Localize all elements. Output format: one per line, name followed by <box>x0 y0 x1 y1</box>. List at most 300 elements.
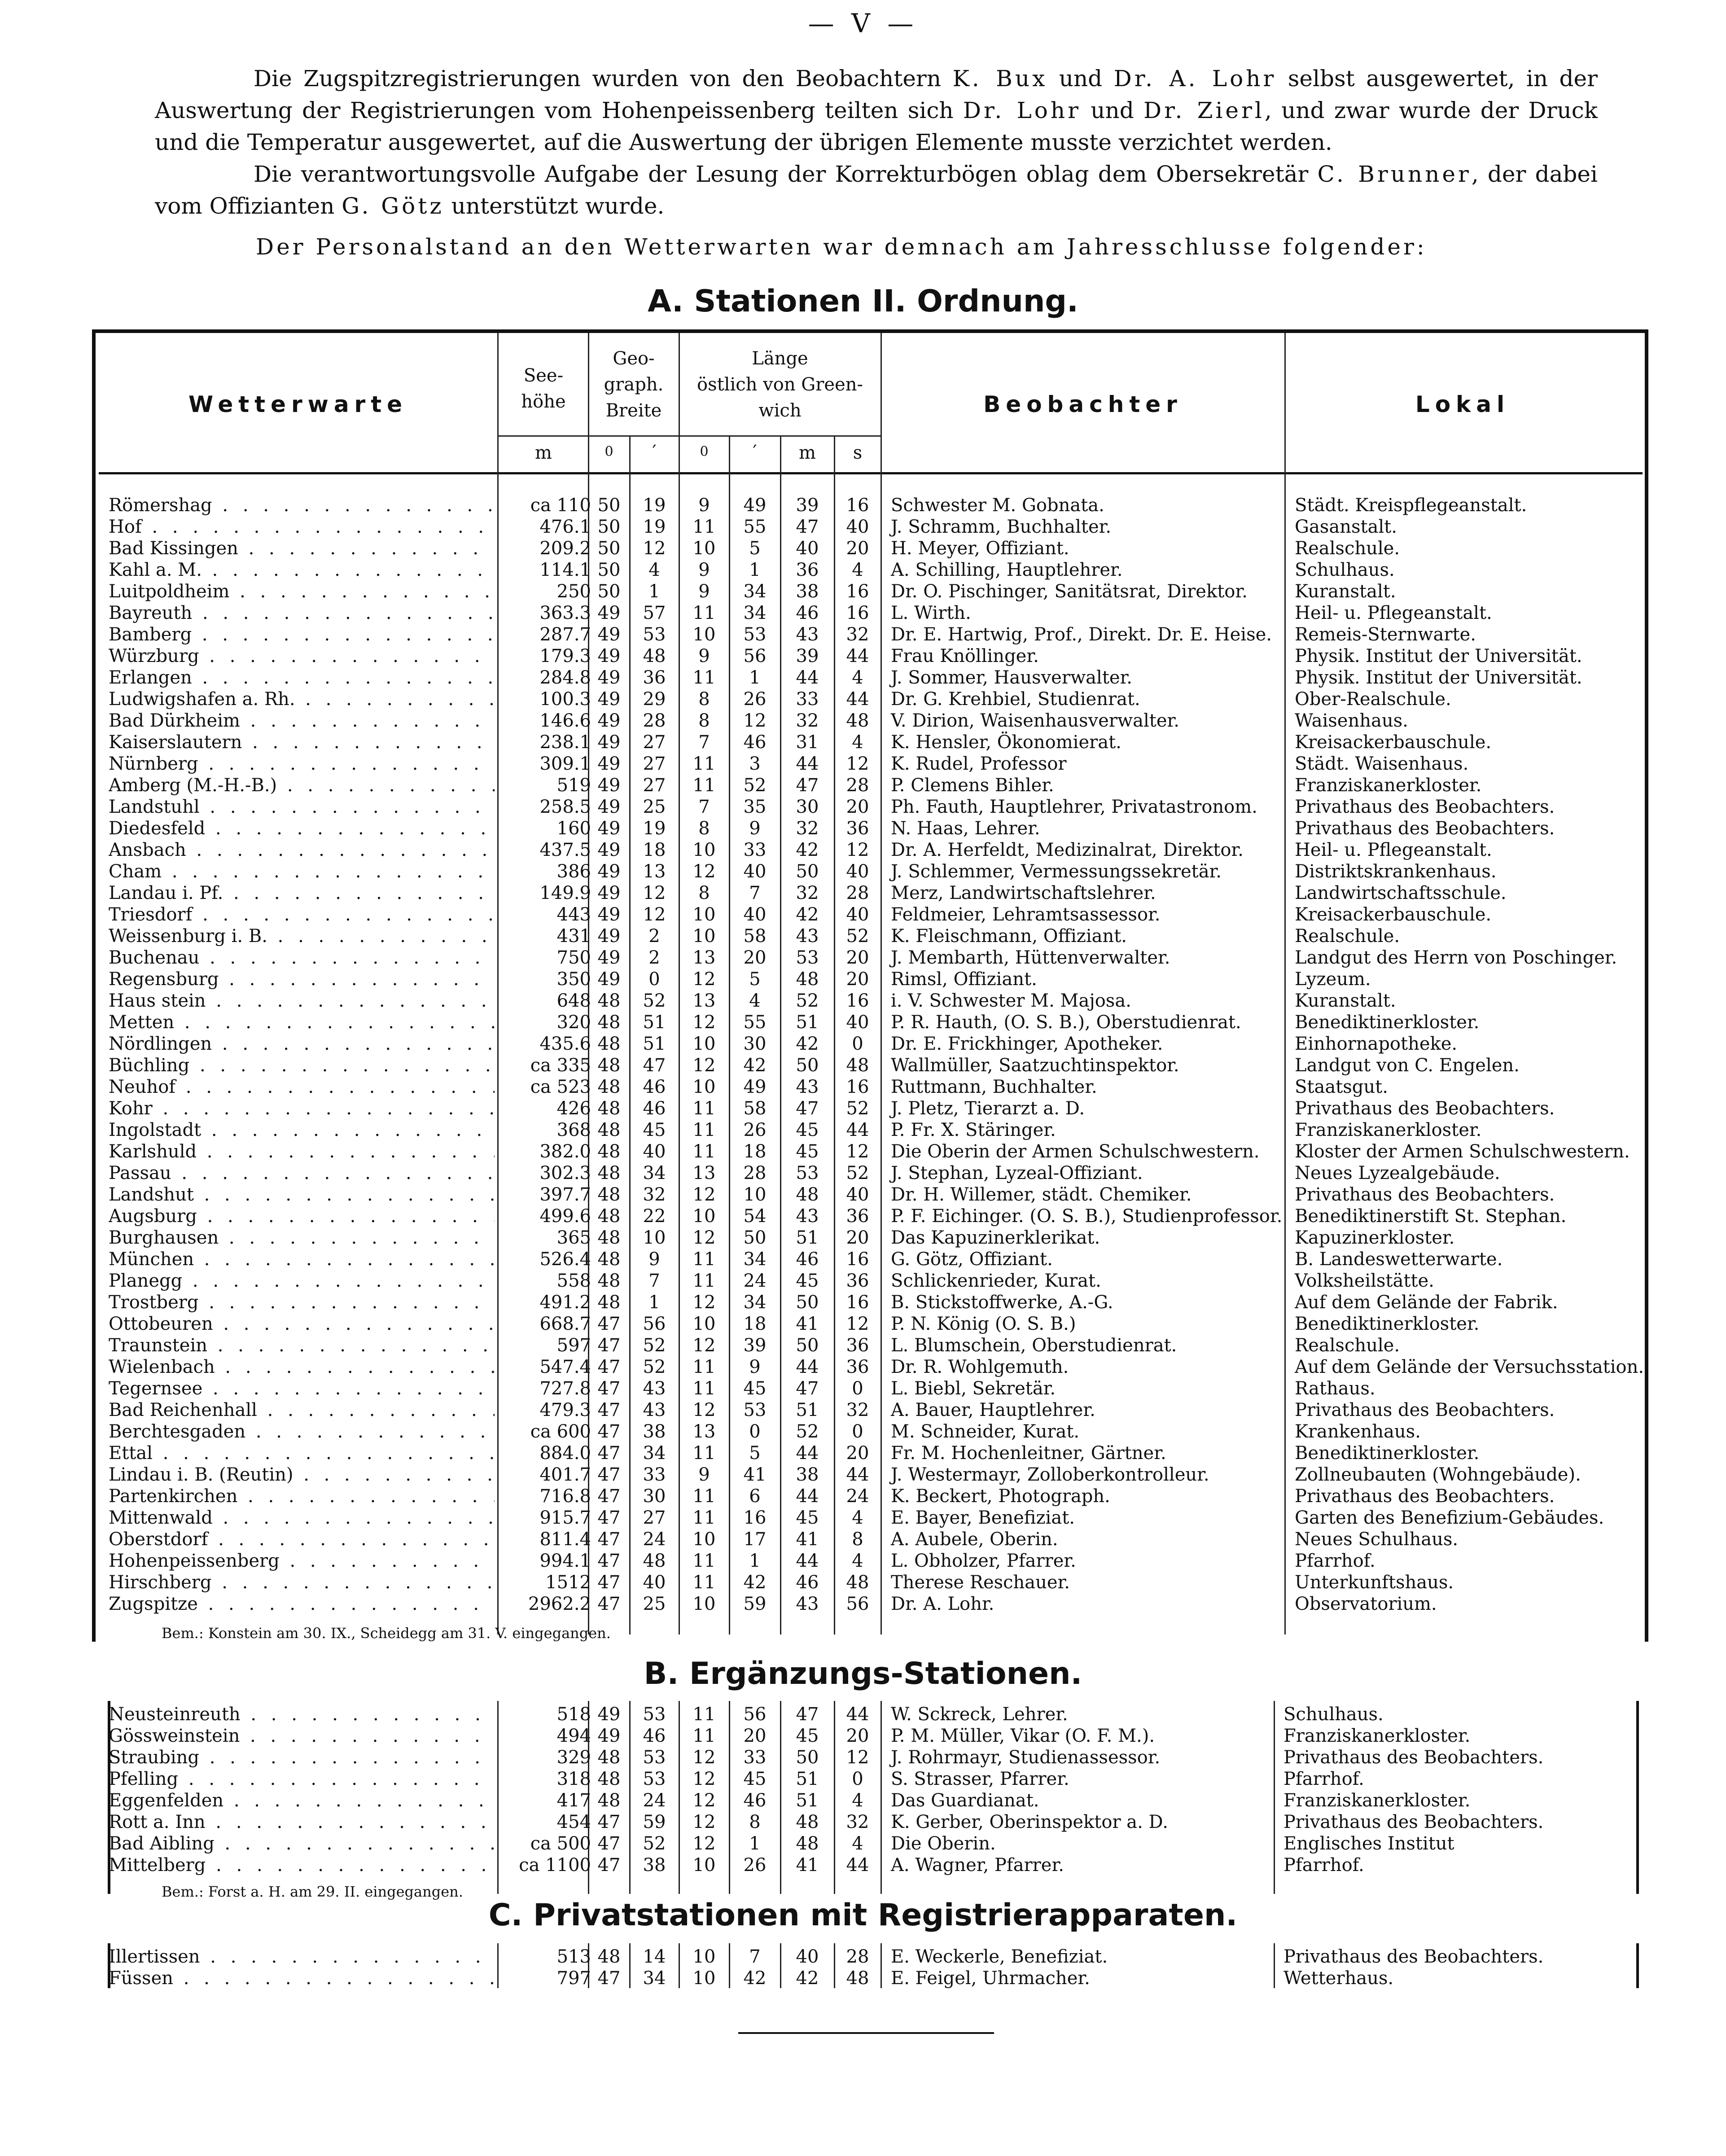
laenge-s: 12 <box>846 754 869 774</box>
laenge-s: 20 <box>846 797 869 817</box>
laenge-grad: 9 <box>698 1464 710 1485</box>
breite-min: 56 <box>643 1314 666 1334</box>
laenge-m: 44 <box>796 1486 819 1507</box>
laenge-min: 7 <box>749 1946 761 1967</box>
breite-min: 19 <box>643 495 666 516</box>
seehoehe: 443 <box>556 904 591 925</box>
intro-paragraph-3: Der Personalstand an den Wetterwarten war demnach am Jahresschlusse folgender: <box>256 234 1427 260</box>
laenge-s: 52 <box>846 926 869 947</box>
laenge-m: 44 <box>796 1551 819 1571</box>
laenge-m: 45 <box>796 1141 819 1162</box>
station-name: Landstuhl . . . <box>109 796 495 818</box>
table-row <box>0 1141 1726 1162</box>
breite-min: 52 <box>643 1335 666 1356</box>
laenge-m: 51 <box>796 1790 819 1811</box>
breite-grad: 48 <box>597 1077 621 1097</box>
lokal: Kreisackerbauschule. <box>1295 904 1492 925</box>
breite-min: 40 <box>643 1141 666 1162</box>
breite-grad: 49 <box>597 775 621 796</box>
breite-grad: 47 <box>597 1314 621 1334</box>
lokal: Städt. Waisenhaus. <box>1295 754 1469 774</box>
breite-min: 12 <box>643 883 666 903</box>
beobachter: J. Membarth, Hüttenverwalter. <box>891 947 1170 968</box>
laenge-s: 36 <box>846 1271 869 1291</box>
breite-min: 22 <box>643 1206 666 1227</box>
breite-grad: 48 <box>597 1227 621 1248</box>
seehoehe: 318 <box>556 1769 591 1789</box>
breite-min: 19 <box>643 818 666 839</box>
laenge-min: 40 <box>743 861 767 882</box>
table-row <box>0 667 1726 688</box>
seehoehe: 518 <box>556 1704 591 1725</box>
seehoehe: 476.1 <box>539 517 591 537</box>
table-row <box>0 1399 1726 1421</box>
laenge-min: 45 <box>743 1378 767 1399</box>
seehoehe: 363.3 <box>539 603 591 623</box>
breite-min: 12 <box>643 904 666 925</box>
beobachter: K. Fleischmann, Offiziant. <box>891 926 1127 947</box>
breite-grad: 48 <box>597 1034 621 1054</box>
laenge-min: 1 <box>749 1551 761 1571</box>
laenge-min: 28 <box>743 1163 767 1183</box>
laenge-s: 12 <box>846 1141 869 1162</box>
seehoehe: 309.1 <box>539 754 591 774</box>
laenge-s: 56 <box>846 1594 869 1614</box>
unit-m-2: m <box>799 443 816 463</box>
laenge-m: 47 <box>796 517 819 537</box>
laenge-min: 20 <box>743 1726 767 1746</box>
laenge-grad: 9 <box>698 646 710 666</box>
laenge-s: 40 <box>846 904 869 925</box>
laenge-m: 50 <box>796 1292 819 1313</box>
table-row <box>0 1055 1726 1076</box>
seehoehe: 320 <box>556 1012 591 1033</box>
lokal: Franziskanerkloster. <box>1284 1726 1471 1746</box>
laenge-grad: 13 <box>692 1163 716 1183</box>
laenge-s: 20 <box>846 1227 869 1248</box>
laenge-m: 53 <box>796 947 819 968</box>
beobachter: S. Strasser, Pfarrer. <box>891 1769 1069 1789</box>
breite-min: 53 <box>643 1747 666 1768</box>
station-name: Traunstein . . . <box>109 1335 495 1356</box>
station-name: Planegg . . . <box>109 1270 495 1292</box>
beobachter: Ruttmann, Buchhalter. <box>891 1077 1097 1097</box>
breite-min: 52 <box>643 1833 666 1854</box>
laenge-m: 46 <box>796 603 819 623</box>
table-row <box>0 882 1726 904</box>
table-row <box>0 1593 1726 1615</box>
laenge-m: 36 <box>796 560 819 580</box>
station-name: Kahl a. M. . . . <box>109 559 495 581</box>
beobachter: Dr. A. Herfeldt, Medizinalrat, Direktor. <box>891 840 1244 860</box>
beobachter: L. Obholzer, Pfarrer. <box>891 1551 1076 1571</box>
breite-grad: 49 <box>597 818 621 839</box>
laenge-s: 44 <box>846 1704 869 1725</box>
breite-grad: 48 <box>597 1946 621 1967</box>
laenge-s: 36 <box>846 1206 869 1227</box>
seehoehe: 426 <box>556 1098 591 1119</box>
table-row <box>0 1946 1726 1968</box>
table-row <box>0 538 1726 559</box>
laenge-grad: 10 <box>692 926 716 947</box>
laenge-s: 12 <box>846 840 869 860</box>
laenge-s: 4 <box>852 1790 863 1811</box>
beobachter: Dr. H. Willemer, städt. Chemiker. <box>891 1184 1192 1205</box>
laenge-min: 18 <box>743 1141 767 1162</box>
laenge-s: 32 <box>846 1400 869 1420</box>
laenge-grad: 7 <box>698 732 710 753</box>
station-name: Nürnberg . . . <box>109 753 495 775</box>
header-laenge: Länge östlich von Green- wich <box>697 348 863 421</box>
breite-min: 25 <box>643 797 666 817</box>
breite-grad: 47 <box>597 1529 621 1550</box>
beobachter: Fr. M. Hochenleitner, Gärtner. <box>891 1443 1166 1464</box>
laenge-grad: 10 <box>692 538 716 559</box>
laenge-grad: 10 <box>692 1529 716 1550</box>
breite-grad: 48 <box>597 1249 621 1270</box>
table-row <box>0 947 1726 968</box>
seehoehe: 558 <box>556 1271 591 1291</box>
seehoehe: 386 <box>556 861 591 882</box>
seehoehe: 494 <box>556 1726 591 1746</box>
laenge-grad: 11 <box>692 1507 716 1528</box>
seehoehe: ca 1100 <box>519 1855 591 1876</box>
lokal: Garten des Benefizium-Gebäudes. <box>1295 1507 1604 1528</box>
seehoehe: 368 <box>556 1120 591 1140</box>
table-row <box>0 1572 1726 1593</box>
laenge-min: 6 <box>749 1486 761 1507</box>
laenge-s: 12 <box>846 1747 869 1768</box>
lokal: Lyzeum. <box>1295 969 1371 990</box>
beobachter: Dr. A. Lohr. <box>891 1594 994 1614</box>
laenge-m: 41 <box>796 1529 819 1550</box>
laenge-s: 36 <box>846 1335 869 1356</box>
lokal: Realschule. <box>1295 926 1400 947</box>
laenge-grad: 11 <box>692 775 716 796</box>
beobachter: N. Haas, Lehrer. <box>891 818 1040 839</box>
table-row <box>0 1205 1726 1227</box>
laenge-m: 32 <box>796 710 819 731</box>
beobachter: J. Schlemmer, Vermessungssekretär. <box>891 861 1222 882</box>
station-name: Illertissen . . . <box>109 1946 495 1968</box>
station-name: Gössweinstein . . . <box>109 1725 495 1747</box>
table-row <box>0 1184 1726 1205</box>
laenge-s: 40 <box>846 517 869 537</box>
table-row <box>0 1012 1726 1033</box>
laenge-s: 28 <box>846 883 869 903</box>
lokal: Distriktskrankenhaus. <box>1295 861 1497 882</box>
breite-grad: 49 <box>597 947 621 968</box>
breite-grad: 49 <box>597 603 621 623</box>
laenge-s: 0 <box>852 1378 863 1399</box>
breite-min: 25 <box>643 1594 666 1614</box>
laenge-m: 44 <box>796 667 819 688</box>
breite-grad: 49 <box>597 926 621 947</box>
laenge-m: 45 <box>796 1120 819 1140</box>
lokal: Schulhaus. <box>1295 560 1395 580</box>
laenge-s: 28 <box>846 775 869 796</box>
intro-text <box>155 63 1598 263</box>
laenge-m: 51 <box>796 1012 819 1033</box>
laenge-s: 20 <box>846 1726 869 1746</box>
table-row <box>0 1968 1726 1989</box>
laenge-min: 3 <box>749 754 761 774</box>
laenge-grad: 12 <box>692 1292 716 1313</box>
laenge-grad: 12 <box>692 1790 716 1811</box>
laenge-grad: 10 <box>692 1946 716 1967</box>
section-a-title: A. Stationen II. Ordnung. <box>648 284 1078 319</box>
laenge-s: 16 <box>846 581 869 602</box>
lokal: Landgut von C. Engelen. <box>1295 1055 1520 1076</box>
laenge-s: 16 <box>846 1077 869 1097</box>
beobachter: Ph. Fauth, Hauptlehrer, Privatastronom. <box>891 797 1257 817</box>
laenge-grad: 13 <box>692 1421 716 1442</box>
breite-grad: 50 <box>597 581 621 602</box>
section-b-title: B. Ergänzungs-Stationen. <box>644 1656 1082 1691</box>
table-row <box>0 581 1726 602</box>
lokal: Physik. Institut der Universität. <box>1295 667 1582 688</box>
laenge-s: 4 <box>852 1833 863 1854</box>
lokal: Landwirtschaftsschule. <box>1295 883 1507 903</box>
lokal: Realschule. <box>1295 1335 1400 1356</box>
beobachter: K. Gerber, Oberinspektor a. D. <box>891 1812 1168 1832</box>
intro-paragraph-1: Die Zugspitzregistrierungen wurden von den Beobachtern K. Bux und Dr. A. Lohr selbst ausgewertet, in der Auswertung der Registrierungen vom Hohenpeissenberg teilten sich Dr. Lohr und Dr. Zierl, und zwar wurde der Druck und die Temperatur ausgewertet, auf die Auswertung der übrigen Elemente musste verzichtet werden. <box>155 66 1598 155</box>
laenge-min: 55 <box>743 517 767 537</box>
beobachter: M. Schneider, Kurat. <box>891 1421 1080 1442</box>
beobachter: Dr. R. Wohlgemuth. <box>891 1357 1069 1377</box>
laenge-m: 42 <box>796 840 819 860</box>
breite-grad: 48 <box>597 1120 621 1140</box>
beobachter: J. Sommer, Hausverwalter. <box>891 667 1133 688</box>
laenge-s: 16 <box>846 495 869 516</box>
beobachter: E. Bayer, Benefiziat. <box>891 1507 1075 1528</box>
lokal: Franziskanerkloster. <box>1284 1790 1471 1811</box>
laenge-s: 20 <box>846 969 869 990</box>
lokal: Krankenhaus. <box>1295 1421 1421 1442</box>
breite-grad: 47 <box>597 1812 621 1832</box>
seehoehe: 401.7 <box>539 1464 591 1485</box>
breite-min: 52 <box>643 990 666 1011</box>
laenge-m: 47 <box>796 1378 819 1399</box>
breite-grad: 48 <box>597 990 621 1011</box>
station-name: Cham . . . <box>109 861 495 882</box>
laenge-m: 38 <box>796 581 819 602</box>
laenge-min: 40 <box>743 904 767 925</box>
lokal: Pfarrhof. <box>1295 1551 1376 1571</box>
breite-grad: 48 <box>597 1292 621 1313</box>
station-name: Bad Aibling . . . <box>109 1833 495 1854</box>
station-name: Bamberg . . . <box>109 624 495 645</box>
lokal: Privathaus des Beobachters. <box>1295 1184 1555 1205</box>
header-breite: Geo- graph. Breite <box>604 348 664 421</box>
laenge-m: 48 <box>796 1833 819 1854</box>
breite-grad: 48 <box>597 1271 621 1291</box>
station-name: Hof . . . <box>109 516 495 538</box>
laenge-m: 39 <box>796 495 819 516</box>
beobachter: P. N. König (O. S. B.) <box>891 1314 1076 1334</box>
lokal: Heil- u. Pflegeanstalt. <box>1295 603 1492 623</box>
beobachter: Feldmeier, Lehramtsassessor. <box>891 904 1161 925</box>
laenge-m: 52 <box>796 1421 819 1442</box>
breite-grad: 47 <box>597 1594 621 1614</box>
beobachter: K. Hensler, Ökonomierat. <box>891 732 1121 753</box>
laenge-m: 41 <box>796 1314 819 1334</box>
laenge-grad: 12 <box>692 1833 716 1854</box>
table-row <box>0 1033 1726 1055</box>
lokal: Waisenhaus. <box>1295 710 1408 731</box>
lokal: Privathaus des Beobachters. <box>1284 1812 1544 1832</box>
laenge-m: 31 <box>796 732 819 753</box>
breite-min: 48 <box>643 1551 666 1571</box>
station-name: Tegernsee . . . <box>109 1378 495 1399</box>
station-name: Bad Reichenhall . . . <box>109 1399 495 1421</box>
breite-min: 38 <box>643 1421 666 1442</box>
seehoehe: 284.8 <box>539 667 591 688</box>
lokal: Städt. Kreispflegeanstalt. <box>1295 495 1527 516</box>
breite-grad: 47 <box>597 1443 621 1464</box>
lokal: Zollneubauten (Wohngebäude). <box>1295 1464 1581 1485</box>
seehoehe: ca 335 <box>530 1055 591 1076</box>
table-row <box>0 925 1726 947</box>
seehoehe: 994.1 <box>539 1551 591 1571</box>
breite-grad: 50 <box>597 517 621 537</box>
laenge-min: 53 <box>743 624 767 645</box>
lokal: Staatsgut. <box>1295 1077 1388 1097</box>
seehoehe: 250 <box>556 581 591 602</box>
laenge-s: 20 <box>846 1443 869 1464</box>
breite-grad: 48 <box>597 1055 621 1076</box>
station-name: Ludwigshafen a. Rh. . . . <box>109 688 495 710</box>
table-row <box>0 861 1726 882</box>
seehoehe: 597 <box>556 1335 591 1356</box>
table-row <box>0 624 1726 645</box>
seehoehe: 329 <box>556 1747 591 1768</box>
lokal: Physik. Institut der Universität. <box>1295 646 1582 666</box>
breite-grad: 47 <box>597 1507 621 1528</box>
seehoehe: 431 <box>556 926 591 947</box>
laenge-grad: 8 <box>698 818 710 839</box>
station-name: Eggenfelden . . . <box>109 1790 495 1811</box>
laenge-grad: 8 <box>698 710 710 731</box>
laenge-m: 43 <box>796 926 819 947</box>
laenge-m: 44 <box>796 1357 819 1377</box>
laenge-min: 17 <box>743 1529 767 1550</box>
seehoehe: 149.9 <box>539 883 591 903</box>
table-row <box>0 1854 1726 1876</box>
seehoehe: 915.7 <box>539 1507 591 1528</box>
table-row <box>0 1790 1726 1811</box>
station-name: Bad Dürkheim . . . <box>109 710 495 732</box>
laenge-s: 48 <box>846 1572 869 1593</box>
table-row <box>0 602 1726 624</box>
beobachter: Dr. E. Hartwig, Prof., Direkt. Dr. E. Heise. <box>891 624 1272 645</box>
laenge-min: 55 <box>743 1012 767 1033</box>
station-name: Würzburg . . . <box>109 645 495 667</box>
table-row <box>0 1486 1726 1507</box>
lokal: Franziskanerkloster. <box>1295 1120 1482 1140</box>
beobachter: Rimsl, Offiziant. <box>891 969 1037 990</box>
laenge-m: 48 <box>796 1812 819 1832</box>
station-name: Neuhof . . . <box>109 1076 495 1098</box>
table-row <box>0 1119 1726 1141</box>
breite-min: 4 <box>648 560 660 580</box>
table-row <box>0 1292 1726 1313</box>
beobachter: Therese Reschauer. <box>891 1572 1070 1593</box>
laenge-s: 44 <box>846 689 869 710</box>
laenge-min: 34 <box>743 1292 767 1313</box>
table-row <box>0 1725 1726 1747</box>
laenge-s: 36 <box>846 818 869 839</box>
seehoehe: 382.0 <box>539 1141 591 1162</box>
breite-grad: 49 <box>597 732 621 753</box>
beobachter: K. Beckert, Photograph. <box>891 1486 1110 1507</box>
laenge-grad: 13 <box>692 990 716 1011</box>
seehoehe: 365 <box>556 1227 591 1248</box>
seehoehe: ca 600 <box>530 1421 591 1442</box>
lokal: Observatorium. <box>1295 1594 1437 1614</box>
seehoehe: 350 <box>556 969 591 990</box>
laenge-grad: 11 <box>692 1551 716 1571</box>
seehoehe: 491.2 <box>539 1292 591 1313</box>
unit-m: m <box>535 443 552 463</box>
station-name: Ottobeuren . . . <box>109 1313 495 1335</box>
laenge-m: 50 <box>796 861 819 882</box>
breite-grad: 47 <box>597 1400 621 1420</box>
laenge-min: 49 <box>743 495 767 516</box>
laenge-s: 0 <box>852 1769 863 1789</box>
breite-grad: 48 <box>597 1141 621 1162</box>
unit-deg-2: 0 <box>700 444 709 460</box>
lokal: Auf dem Gelände der Fabrik. <box>1295 1292 1558 1313</box>
station-name: Amberg (M.-H.-B.) . . . <box>109 775 495 796</box>
unit-s: s <box>853 443 863 463</box>
breite-grad: 49 <box>597 667 621 688</box>
beobachter: H. Meyer, Offiziant. <box>891 538 1069 559</box>
breite-grad: 48 <box>597 1790 621 1811</box>
laenge-m: 50 <box>796 1747 819 1768</box>
beobachter: A. Schilling, Hauptlehrer. <box>891 560 1123 580</box>
station-name: München . . . <box>109 1249 495 1270</box>
seehoehe: 750 <box>556 947 591 968</box>
lokal: Privathaus des Beobachters. <box>1295 1486 1555 1507</box>
table-row <box>0 1747 1726 1768</box>
station-name: Bayreuth . . . <box>109 602 495 624</box>
table-row <box>0 1249 1726 1270</box>
station-name: Ansbach . . . <box>109 839 495 861</box>
intro-paragraph-2: Die verantwortungsvolle Aufgabe der Lesung der Korrekturbögen oblag dem Obersekretär C. Brunner, der dabei vom Offizianten G. Götz unterstützt wurde. <box>155 161 1598 219</box>
laenge-s: 52 <box>846 1098 869 1119</box>
breite-min: 36 <box>643 667 666 688</box>
laenge-grad: 11 <box>692 667 716 688</box>
seehoehe: ca 523 <box>530 1077 591 1097</box>
breite-grad: 50 <box>597 538 621 559</box>
lokal: Privathaus des Beobachters. <box>1284 1747 1544 1768</box>
seehoehe: 417 <box>556 1790 591 1811</box>
table-row <box>0 559 1726 581</box>
section-c-title: C. Privatstationen mit Registrierapparaten. <box>488 1897 1238 1933</box>
seehoehe: 811.4 <box>539 1529 591 1550</box>
breite-grad: 49 <box>597 1704 621 1725</box>
laenge-grad: 12 <box>692 1769 716 1789</box>
laenge-s: 48 <box>846 710 869 731</box>
laenge-m: 39 <box>796 646 819 666</box>
laenge-min: 34 <box>743 603 767 623</box>
laenge-m: 47 <box>796 1098 819 1119</box>
laenge-grad: 11 <box>692 1572 716 1593</box>
laenge-min: 33 <box>743 1747 767 1768</box>
laenge-min: 39 <box>743 1335 767 1356</box>
beobachter: P. M. Müller, Vikar (O. F. M.). <box>891 1726 1155 1746</box>
